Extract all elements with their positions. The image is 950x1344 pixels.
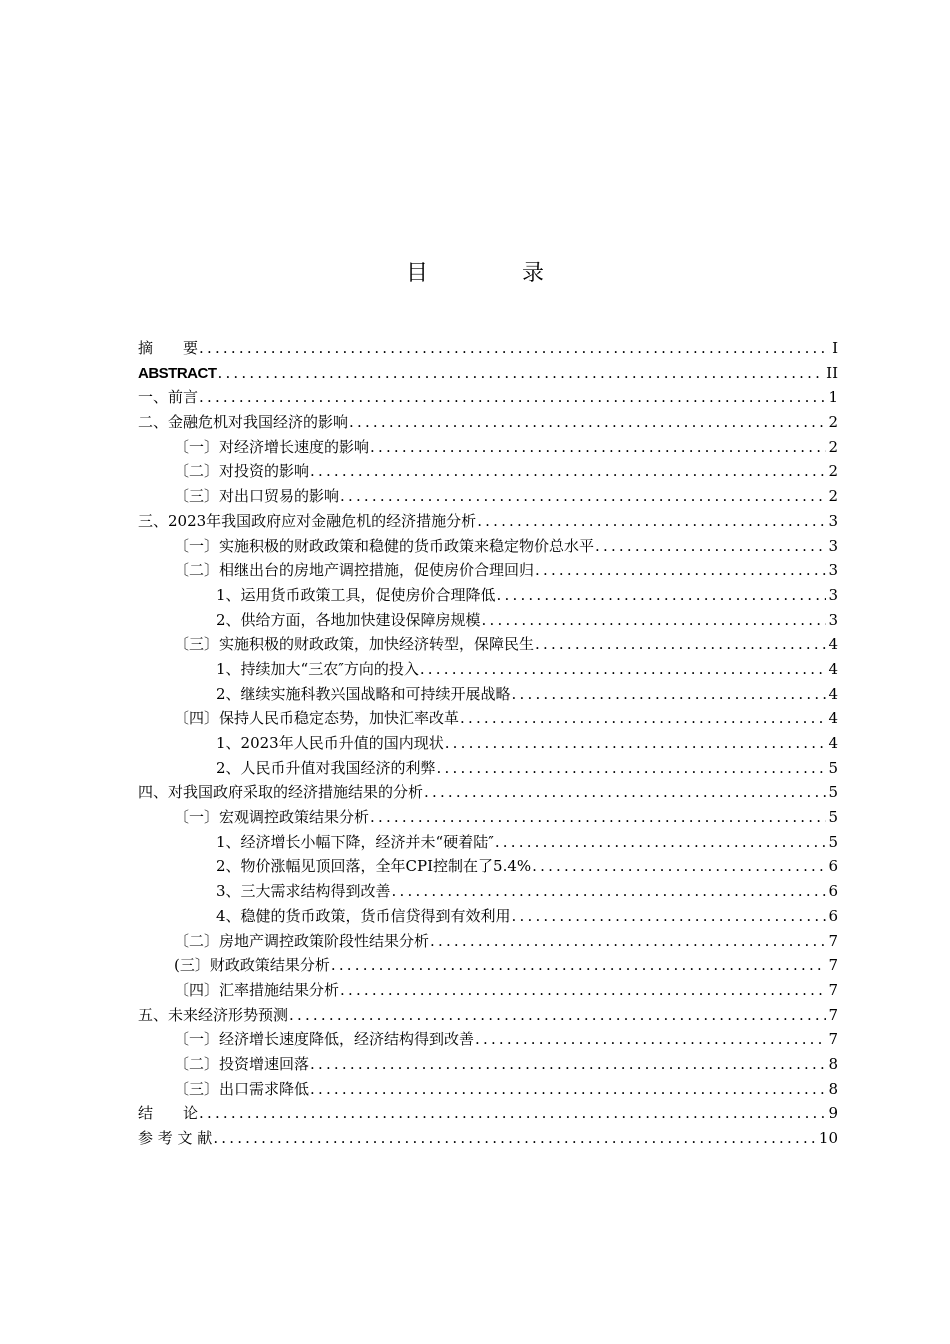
toc-entry-page-number: 10 (818, 1129, 838, 1147)
toc-entry-page-number: 6 (828, 882, 838, 901)
toc-entry[interactable] (138, 953, 838, 978)
toc-entry-label: 参 考 文 献 (138, 1129, 213, 1147)
toc-dot-leader (512, 682, 827, 707)
toc-entry-page-number: 3 (828, 610, 838, 629)
toc-entry[interactable] (138, 385, 838, 410)
toc-entry-page-number: 4 (828, 635, 838, 654)
toc-dot-leader (310, 1052, 826, 1077)
toc-entry[interactable] (138, 978, 838, 1003)
toc-dot-leader (595, 534, 826, 559)
toc-entry-label: 二、金融危机对我国经济的影响 (138, 413, 349, 432)
toc-dot-leader (370, 435, 826, 460)
toc-entry[interactable] (138, 756, 838, 781)
table-of-contents (138, 336, 838, 1151)
toc-dot-leader (289, 1003, 826, 1028)
toc-entry-label: 2、人民币升值对我国经济的利弊 (216, 758, 436, 777)
toc-entry[interactable] (138, 1077, 838, 1102)
toc-entry-label: 1、经济增长小幅下降，经济并未“硬着陆″ (216, 832, 494, 851)
toc-entry[interactable] (138, 1027, 838, 1052)
toc-entry-label: 2、供给方面，各地加快建设保障房规模 (216, 610, 481, 629)
toc-entry-label: 〔四〕汇率措施结果分析 (174, 980, 340, 999)
toc-entry-page-number: 7 (828, 1005, 838, 1024)
toc-entry[interactable] (138, 780, 838, 805)
toc-entry[interactable] (138, 509, 838, 534)
toc-entry-page-number: 2 (828, 413, 838, 432)
toc-entry-label: 〔一〕宏观调控政策结果分析 (174, 808, 370, 827)
toc-entry-page-number: 7 (828, 931, 838, 950)
toc-entry[interactable] (138, 805, 838, 830)
toc-entry-page-number: 1 (828, 388, 838, 407)
page-title: 目 录 (405, 261, 580, 286)
toc-entry[interactable] (138, 929, 838, 954)
toc-entry-label: 四、对我国政府采取的经济措施结果的分析 (138, 783, 424, 802)
toc-entry-page-number: 4 (828, 734, 838, 752)
toc-entry[interactable] (138, 830, 838, 855)
toc-dot-leader (460, 706, 826, 731)
toc-dot-leader (349, 410, 826, 435)
toc-dot-leader (340, 978, 826, 1003)
toc-entry-page-number: 5 (828, 832, 838, 851)
toc-dot-leader (475, 1027, 826, 1052)
toc-entry-label: 〔二〕房地产调控政策阶段性结果分析 (174, 931, 430, 950)
toc-entry[interactable] (138, 558, 838, 583)
toc-entry-page-number: I (832, 339, 838, 357)
toc-entry-label: 〔一〕实施积极的财政政策和稳健的货币政策来稳定物价总水平 (174, 536, 595, 555)
toc-dot-leader (535, 632, 826, 657)
toc-entry-label: 三、2023年我国政府应对金融危机的经济措施分析 (138, 511, 477, 530)
toc-entry-label: (三〕财政政策结果分析 (174, 956, 330, 975)
toc-entry-page-number: 7 (828, 1030, 838, 1049)
toc-entry-label: ABSTRACT (138, 364, 217, 382)
toc-dot-leader (497, 583, 827, 608)
toc-entry-page-number: 8 (828, 1079, 838, 1098)
toc-entry-page-number: 5 (828, 808, 838, 827)
toc-entry-label: 4、稳健的货币政策，货币信贷得到有效利用 (216, 906, 511, 925)
toc-entry-label: 〔三〕实施积极的财政政策，加快经济转型，保障民生 (174, 635, 535, 654)
toc-dot-leader (424, 780, 826, 805)
toc-entry[interactable] (138, 1052, 838, 1077)
toc-dot-leader (420, 657, 827, 682)
toc-entry-label: 结 论 (138, 1104, 199, 1123)
toc-entry-page-number: 6 (828, 906, 838, 925)
toc-dot-leader (512, 904, 827, 929)
toc-entry-label: 摘 要 (138, 339, 199, 357)
toc-entry-label: 1、运用货币政策工具，促使房价合理降低 (216, 585, 496, 604)
toc-entry-page-number: 3 (828, 585, 838, 604)
toc-entry[interactable] (138, 410, 838, 435)
toc-entry[interactable] (138, 879, 838, 904)
toc-entry[interactable] (138, 459, 838, 484)
toc-entry-page-number: 5 (828, 758, 838, 777)
toc-entry[interactable] (138, 361, 838, 386)
toc-entry-page-number: 2 (828, 437, 838, 456)
toc-dot-leader (199, 1101, 826, 1126)
toc-entry[interactable] (138, 484, 838, 509)
toc-entry[interactable] (138, 534, 838, 559)
toc-entry-page-number: 3 (828, 511, 838, 530)
toc-entry-label: 〔三〕对出口贸易的影响 (174, 487, 340, 506)
toc-entry[interactable] (138, 583, 838, 608)
toc-entry-page-number: 2 (828, 487, 838, 506)
toc-entry-label: 3、三大需求结构得到改善 (216, 882, 391, 901)
toc-dot-leader (430, 929, 826, 954)
toc-entry[interactable] (138, 731, 838, 756)
toc-dot-leader (199, 336, 830, 361)
toc-dot-leader (310, 459, 826, 484)
toc-entry-label: 一、前言 (138, 388, 199, 407)
toc-entry[interactable] (138, 706, 838, 731)
toc-dot-leader (331, 953, 827, 978)
toc-dot-leader (218, 361, 825, 386)
toc-dot-leader (532, 854, 826, 879)
toc-entry-label: 〔三〕出口需求降低 (174, 1079, 310, 1098)
toc-entry-label: 2、继续实施科教兴国战略和可持续开展战略 (216, 684, 511, 703)
toc-dot-leader (495, 830, 827, 855)
toc-entry[interactable] (138, 904, 838, 929)
toc-entry-label: 〔二〕相继出台的房地产调控措施，促使房价合理回归 (174, 561, 535, 580)
toc-entry-label: 〔二〕投资增速回落 (174, 1054, 310, 1073)
toc-entry-page-number: 3 (828, 561, 838, 580)
toc-dot-leader (482, 608, 827, 633)
toc-entry[interactable] (138, 1003, 838, 1028)
toc-entry[interactable] (138, 336, 838, 361)
toc-entry-page-number: 8 (828, 1054, 838, 1073)
toc-entry-page-number: 9 (828, 1104, 838, 1123)
toc-entry-label: 1、2023年人民币升值的国内现状 (216, 734, 444, 752)
toc-entry-label: 五、未来经济形势预测 (138, 1005, 289, 1024)
toc-entry[interactable] (138, 632, 838, 657)
toc-entry[interactable] (138, 1101, 838, 1126)
toc-entry-label: 2、物价涨幅见顶回落，全年CPI控制在了5.4% (216, 857, 532, 876)
toc-entry-label: 〔二〕对投资的影响 (174, 462, 310, 481)
toc-dot-leader (477, 509, 826, 534)
toc-dot-leader (445, 731, 827, 756)
toc-entry-label: 〔四〕保持人民币稳定态势，加快汇率改革 (174, 709, 460, 728)
toc-entry-label: 〔一〕对经济增长速度的影响 (174, 437, 370, 456)
toc-entry[interactable] (138, 608, 838, 633)
toc-entry-page-number: 2 (828, 462, 838, 481)
toc-entry[interactable] (138, 657, 838, 682)
toc-entry[interactable] (138, 682, 838, 707)
toc-entry-page-number: 6 (828, 857, 838, 876)
toc-dot-leader (310, 1077, 826, 1102)
toc-entry-page-number: 4 (828, 659, 838, 678)
toc-dot-leader (437, 756, 827, 781)
toc-entry-page-number: 5 (828, 783, 838, 802)
toc-dot-leader (535, 558, 826, 583)
toc-dot-leader (340, 484, 826, 509)
toc-entry-page-number: 4 (828, 684, 838, 703)
toc-dot-leader (213, 1126, 817, 1151)
toc-entry-page-number: 7 (828, 956, 838, 975)
toc-entry-label: 〔一〕经济增长速度降低，经济结构得到改善 (174, 1030, 475, 1049)
toc-entry-label: 1、持续加大“三农″方向的投入 (216, 659, 419, 678)
toc-entry[interactable] (138, 435, 838, 460)
toc-entry-page-number: II (826, 363, 838, 382)
toc-entry-page-number: 7 (828, 980, 838, 999)
toc-dot-leader (392, 879, 827, 904)
toc-entry-page-number: 3 (828, 536, 838, 555)
toc-entry[interactable] (138, 854, 838, 879)
toc-entry-page-number: 4 (828, 709, 838, 728)
toc-dot-leader (370, 805, 826, 830)
toc-dot-leader (199, 385, 826, 410)
toc-entry[interactable] (138, 1126, 838, 1151)
